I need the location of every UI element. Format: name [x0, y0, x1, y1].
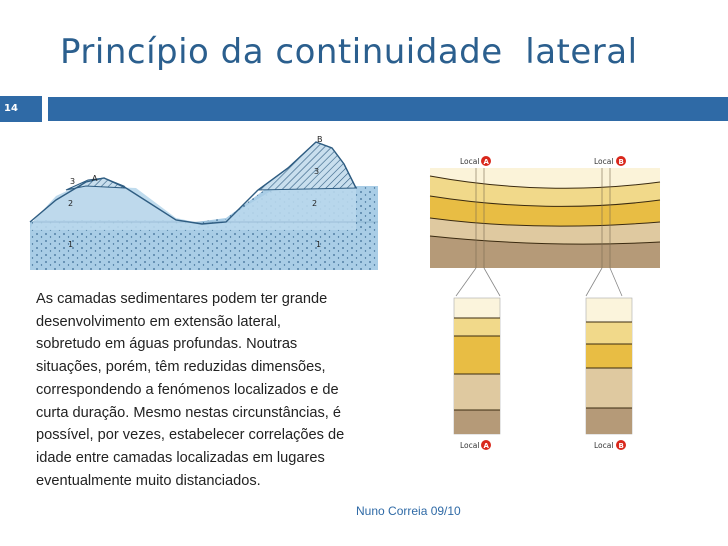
slide-number: 14 — [0, 96, 42, 122]
layer-2-label-right: 2 — [312, 199, 318, 208]
layer-3-label-right: 3 — [314, 167, 320, 176]
body-line: As camadas sedimentares podem ter grande — [36, 291, 328, 307]
peak-b-label: B — [317, 135, 323, 144]
badge-b-top-text: B — [618, 157, 624, 166]
body-line: situações, porém, têm reduzidas dimensões, — [36, 359, 326, 376]
cross-section-diagram — [26, 134, 378, 274]
column-b — [586, 298, 632, 434]
local-a-label-top: Local — [460, 157, 480, 166]
page-title: Princípio da continuidade lateral — [60, 32, 638, 72]
body-line: desenvolvimento em extensão lateral, — [36, 313, 281, 330]
body-line: curta duração. Mesmo nestas circunstâncias, é — [36, 404, 341, 421]
local-a-label-bottom: Local — [460, 441, 480, 450]
local-b-label-top: Local — [594, 157, 614, 166]
local-b-label-bottom: Local — [594, 441, 614, 450]
body-line: eventualmente muito distanciados. — [36, 472, 261, 489]
correlation-diagram — [426, 148, 662, 460]
layer-1-label-left: 1 — [68, 240, 74, 249]
footer-author: Nuno Correia 09/10 — [356, 504, 461, 518]
column-a — [454, 298, 500, 434]
body-line: correspondendo a fenómenos localizados e de — [36, 381, 339, 398]
layer-2-label-left: 2 — [68, 199, 74, 208]
title-divider-bar — [48, 97, 728, 121]
body-line: possível, por vezes, estabelecer correlações de — [36, 427, 345, 444]
layer-3-label-left: 3 — [70, 177, 76, 186]
badge-b-bottom-text: B — [618, 441, 624, 450]
badge-a-bottom-text: A — [483, 441, 489, 450]
body-line: idade entre camadas localizadas em lugares — [36, 449, 325, 466]
layer-1-label-right: 1 — [316, 240, 322, 249]
strata-block — [430, 168, 660, 268]
badge-a-top-text: A — [483, 157, 489, 166]
body-line: sobretudo em águas profundas. Noutras — [36, 336, 298, 353]
peak-a-label: A — [92, 174, 98, 183]
body-paragraph — [36, 288, 386, 492]
